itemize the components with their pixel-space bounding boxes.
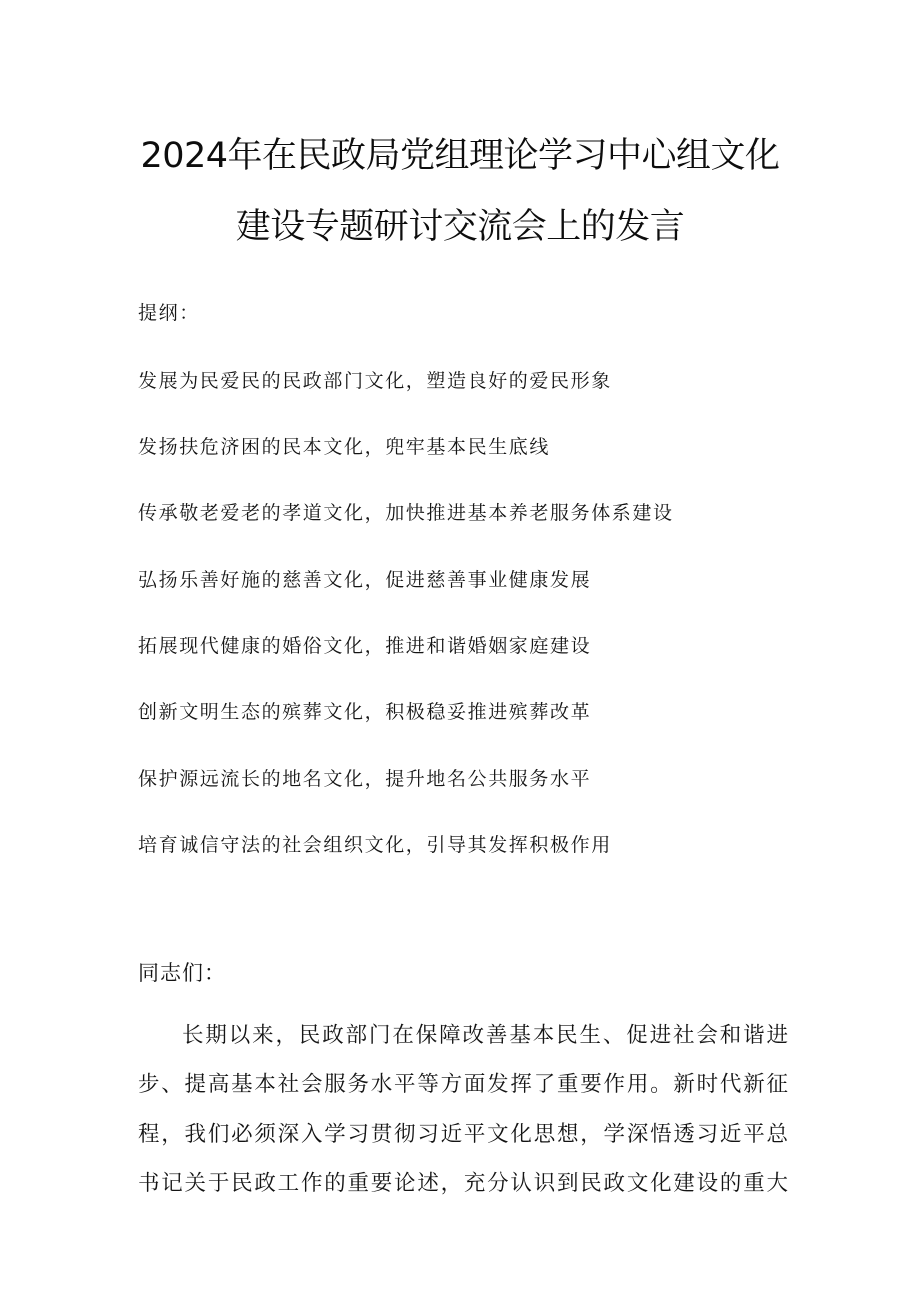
document-title-line-2: 建设专题研讨交流会上的发言 <box>235 207 685 247</box>
outline-item: 创新文明生态的殡葬文化，积极稳妥推进殡葬改革 <box>138 701 592 723</box>
outline-label: 提纲： <box>138 302 200 324</box>
salutation: 同志们： <box>138 961 226 985</box>
outline-item: 弘扬乐善好施的慈善文化，促进慈善事业健康发展 <box>138 569 592 591</box>
outline-item: 保护源远流长的地名文化，提升地名公共服务水平 <box>138 768 592 790</box>
document-title-line-1: 2024年在民政局党组理论学习中心组文化 <box>140 136 780 176</box>
body-paragraph-line: 程，我们必须深入学习贯彻习近平文化思想，学深悟透习近平总 <box>138 1122 788 1147</box>
outline-item: 拓展现代健康的婚俗文化，推进和谐婚姻家庭建设 <box>138 635 592 657</box>
outline-item: 发展为民爱民的民政部门文化，塑造良好的爱民形象 <box>138 370 612 392</box>
body-paragraph-line: 书记关于民政工作的重要论述，充分认识到民政文化建设的重大 <box>138 1171 788 1196</box>
outline-item: 培育诚信守法的社会组织文化，引导其发挥积极作用 <box>138 834 612 856</box>
outline-item: 发扬扶危济困的民本文化，兜牢基本民生底线 <box>138 436 551 458</box>
body-paragraph-line: 步、提高基本社会服务水平等方面发挥了重要作用。新时代新征 <box>138 1072 788 1097</box>
body-paragraph-line: 长期以来，民政部门在保障改善基本民生、促进社会和谐进 <box>182 1023 788 1048</box>
outline-item: 传承敬老爱老的孝道文化，加快推进基本养老服务体系建设 <box>138 502 674 524</box>
